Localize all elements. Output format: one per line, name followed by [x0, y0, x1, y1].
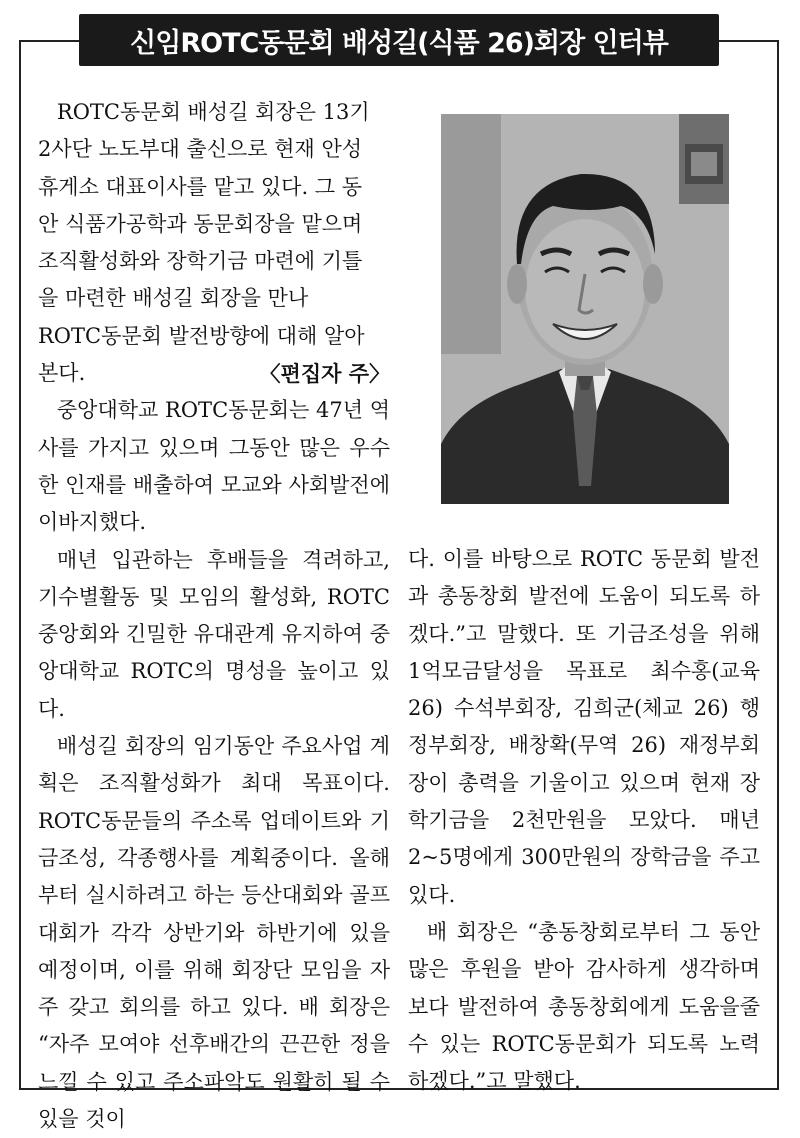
left-column: [38, 94, 390, 1138]
intro-line: 조직활성화와 장학기금 마련에 기틀: [38, 249, 363, 274]
paragraph: 배성길 회장의 임기동안 주요사업 계획은 조직활성화가 최대 목표이다. ROTC동문들의 주소록 업데이트와 기금조성, 각종행사를 계획중이다. 올해부터 실시하려고 하는 등산대회와 골프대회가 각각 상반기와 하반기에 있을 예정이며, 이를 위해 회장단 모임을 자주 갖고 회의를 하고 있다. 배 회장은 “자주 모여야 선후배간의 끈끈한 정을 느낄 수 있고 주소파악도 원활히 될 수 있을 것이: [38, 734, 390, 1132]
headline: 신임ROTC동문회 배성길(식품 26)회장 인터뷰: [79, 14, 719, 66]
intro-last-text: 본다.: [38, 361, 86, 386]
paragraph: 다. 이를 바탕으로 ROTC 동문회 발전과 총동창회 발전에 도움이 되도록 하겠다.”고 말했다. 또 기금조성을 위해 1억모금달성을 목표로 최수홍(교육 26) 수석부회장, 김희군(체교 26) 행정부회장, 배창확(무역 26) 재정부회장이 총력을 기울이고 있으며 현재 장학기금을 2천만원을 모았다. 매년 2~5명에게 300만원의 장학금을 주고 있다.: [408, 547, 760, 907]
intro-line: 안 식품가공학과 동문회장을 맡으며: [38, 211, 363, 236]
right-column: [408, 541, 760, 1100]
intro-line: ROTC동문회 배성길 회장은 13기: [56, 100, 370, 124]
intro-line: 휴게소 대표이사를 맡고 있다. 그 동: [38, 174, 363, 199]
intro-line: 2사단 노도부대 출신으로 현재 안성: [38, 137, 363, 162]
editor-note: 〈편집자 주〉: [259, 361, 390, 387]
paragraph: 중앙대학교 ROTC동문회는 47년 역사를 가지고 있으며 그동안 많은 우수한 인재를 배출하여 모교와 사회발전에 이바지했다.: [38, 398, 390, 535]
intro-line: 을 마련한 배성길 회장을 만나: [38, 286, 309, 311]
intro-closing-line: [38, 355, 390, 392]
portrait-photo-icon: [441, 114, 729, 504]
portrait-photo: [441, 114, 729, 504]
paragraph: 매년 입관하는 후배들을 격려하고, 기수별활동 및 모임의 활성화, ROTC 중앙회와 긴밀한 유대관계 유지하여 중앙대학교 ROTC의 명성을 높이고 있다.: [38, 547, 390, 721]
paragraph: 배 회장은 “총동창회로부터 그 동안 많은 후원을 받아 감사하게 생각하며 보다 발전하여 총동창회에게 도움을줄 수 있는 ROTC동문회가 되도록 노력하겠다.”고 말했다.: [408, 919, 760, 1094]
intro-line: ROTC동문회 발전방향에 대해 알아: [38, 323, 365, 348]
